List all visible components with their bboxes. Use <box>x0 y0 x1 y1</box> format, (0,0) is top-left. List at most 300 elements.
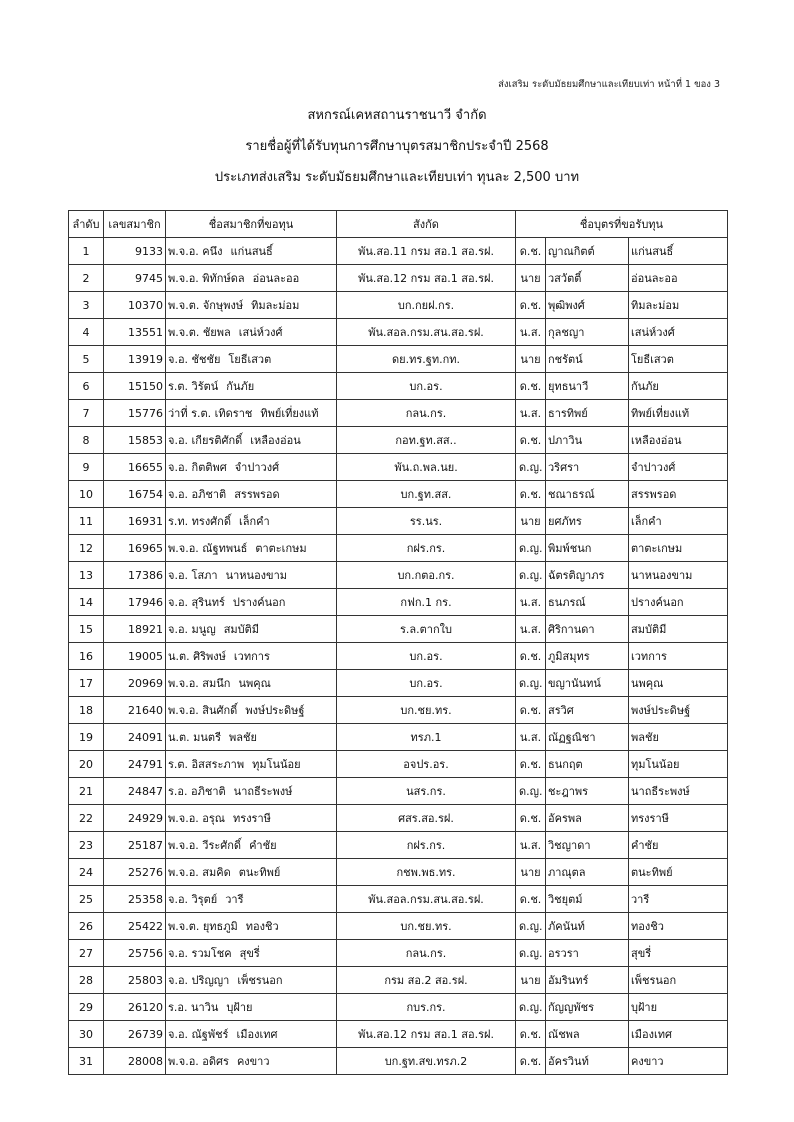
row-no: 1 <box>69 238 104 265</box>
child-last-name: แก่นสนธิ์ <box>629 238 728 265</box>
child-first-name: ณัชพล <box>546 1021 629 1048</box>
member-last-name: พลชัย <box>228 731 257 744</box>
member-name <box>166 373 337 400</box>
member-name <box>166 508 337 535</box>
unit: รร.นร. <box>337 508 516 535</box>
member-name <box>166 967 337 994</box>
child-title: นาย <box>516 967 546 994</box>
unit: กรม สอ.2 สอ.รฝ. <box>337 967 516 994</box>
child-first-name: วิชญาดา <box>546 832 629 859</box>
member-rank: น.ต. <box>168 650 190 663</box>
member-id: 15853 <box>104 427 166 454</box>
member-name <box>166 697 337 724</box>
table-row <box>69 400 728 427</box>
member-name <box>166 724 337 751</box>
member-rank: ร.อ. <box>168 785 188 798</box>
member-rank: จ.อ. <box>168 596 189 609</box>
member-last-name: เวทการ <box>233 650 270 663</box>
member-first-name: วิรัตน์ <box>191 380 219 393</box>
child-last-name: ทุมโนน้อย <box>629 751 728 778</box>
member-name <box>166 913 337 940</box>
row-no: 6 <box>69 373 104 400</box>
member-last-name: คงขาว <box>236 1055 270 1068</box>
row-no: 24 <box>69 859 104 886</box>
unit: กลน.กร. <box>337 400 516 427</box>
child-last-name: อ่อนละออ <box>629 265 728 292</box>
child-last-name: ทิพย์เที่ยงแท้ <box>629 400 728 427</box>
row-no: 21 <box>69 778 104 805</box>
table-row <box>69 913 728 940</box>
member-last-name: พงษ์ประดิษฐ์ <box>245 704 305 717</box>
member-name <box>166 562 337 589</box>
member-name <box>166 643 337 670</box>
member-first-name: มนตรี <box>193 731 221 744</box>
member-name <box>166 1021 337 1048</box>
row-no: 22 <box>69 805 104 832</box>
table-header-row <box>69 211 728 238</box>
member-id: 17946 <box>104 589 166 616</box>
row-no: 27 <box>69 940 104 967</box>
member-first-name: วีระศักดิ์ <box>202 839 242 852</box>
child-title: น.ส. <box>516 616 546 643</box>
member-name <box>166 238 337 265</box>
child-first-name: ญาณกิตต์ <box>546 238 629 265</box>
child-first-name: ยุทธนาวี <box>546 373 629 400</box>
member-id: 24091 <box>104 724 166 751</box>
member-name <box>166 751 337 778</box>
child-last-name: ตนะทิพย์ <box>629 859 728 886</box>
row-no: 25 <box>69 886 104 913</box>
header-member-name: ชื่อสมาชิกที่ขอทุน <box>166 211 337 238</box>
child-first-name: ชณาธรณ์ <box>546 481 629 508</box>
member-name <box>166 994 337 1021</box>
unit: นสร.กร. <box>337 778 516 805</box>
member-rank: จ.อ. <box>168 488 189 501</box>
member-id: 25756 <box>104 940 166 967</box>
child-first-name: วิชยุตม์ <box>546 886 629 913</box>
member-id: 9745 <box>104 265 166 292</box>
category-title: ประเภทส่งเสริม ระดับมัธยมศึกษาและเทียบเท่า ทุนละ 2,500 บาท <box>214 170 580 185</box>
table-row <box>69 535 728 562</box>
member-rank: จ.อ. <box>168 461 189 474</box>
member-id: 16655 <box>104 454 166 481</box>
child-first-name: อัครวินท์ <box>546 1048 629 1075</box>
member-rank: จ.อ. <box>168 893 189 906</box>
child-first-name: กัญญพัชร <box>546 994 629 1021</box>
child-first-name: อัครพล <box>546 805 629 832</box>
child-last-name: เสน่ห์วงศ์ <box>629 319 728 346</box>
child-title: ด.ญ. <box>516 940 546 967</box>
table-row <box>69 643 728 670</box>
member-id: 21640 <box>104 697 166 724</box>
member-rank: พ.จ.ต. <box>168 920 200 933</box>
member-id: 15150 <box>104 373 166 400</box>
child-last-name: สุขรี่ <box>629 940 728 967</box>
member-last-name: แก่นสนธิ์ <box>230 245 273 258</box>
member-last-name: ทรงราษี <box>233 812 271 825</box>
member-name <box>166 940 337 967</box>
table-body <box>69 238 728 1075</box>
member-last-name: ทิพย์เที่ยงแท้ <box>260 407 319 420</box>
table-row <box>69 805 728 832</box>
row-no: 12 <box>69 535 104 562</box>
row-no: 13 <box>69 562 104 589</box>
member-last-name: วารี <box>225 893 244 906</box>
member-name <box>166 670 337 697</box>
child-first-name: วสวัตติ์ <box>546 265 629 292</box>
table-row <box>69 778 728 805</box>
unit: พัน.สอล.กรม.สน.สอ.รฝ. <box>337 886 516 913</box>
scholarship-table <box>68 210 728 1075</box>
child-title: ด.ช. <box>516 805 546 832</box>
member-name <box>166 292 337 319</box>
member-last-name: นาถธีระพงษ์ <box>233 785 293 798</box>
row-no: 31 <box>69 1048 104 1075</box>
member-rank: จ.อ. <box>168 947 189 960</box>
member-rank: จ.อ. <box>168 623 189 636</box>
member-last-name: เหลืองอ่อน <box>250 434 301 447</box>
child-last-name: ตาตะเกษม <box>629 535 728 562</box>
child-title: ด.ช. <box>516 751 546 778</box>
child-first-name: ภาณุตล <box>546 859 629 886</box>
child-first-name: ภูมิสมุทร <box>546 643 629 670</box>
child-last-name: เหลืองอ่อน <box>629 427 728 454</box>
child-last-name: สมบัติมี <box>629 616 728 643</box>
member-name <box>166 778 337 805</box>
child-last-name: พงษ์ประดิษฐ์ <box>629 697 728 724</box>
member-first-name: ยุทธภูมิ <box>202 920 238 933</box>
unit: กลน.กร. <box>337 940 516 967</box>
member-first-name: สุรินทร์ <box>191 596 225 609</box>
unit: ดย.ทร.ฐท.กท. <box>337 346 516 373</box>
table-row <box>69 562 728 589</box>
row-no: 18 <box>69 697 104 724</box>
member-last-name: สมบัติมี <box>223 623 260 636</box>
page-header: ส่งเสริม ระดับมัธยมศึกษาและเทียบเท่า หน้าที่ 1 ของ 3 <box>498 79 720 90</box>
member-rank: ร.ท. <box>168 515 189 528</box>
child-first-name: ขญานันทน์ <box>546 670 629 697</box>
member-rank: น.ต. <box>168 731 190 744</box>
member-id: 16965 <box>104 535 166 562</box>
child-title: ด.ญ. <box>516 562 546 589</box>
member-last-name: เล็กคำ <box>238 515 270 528</box>
member-id: 25358 <box>104 886 166 913</box>
child-title: น.ส. <box>516 400 546 427</box>
child-title: ด.ช. <box>516 238 546 265</box>
unit: ศสร.สอ.รฝ. <box>337 805 516 832</box>
member-name <box>166 805 337 832</box>
member-name <box>166 427 337 454</box>
child-title: ด.ช. <box>516 886 546 913</box>
child-title: ด.ช. <box>516 481 546 508</box>
child-first-name: อัมรินทร์ <box>546 967 629 994</box>
member-first-name: ณัฐทพนธ์ <box>202 542 248 555</box>
row-no: 14 <box>69 589 104 616</box>
member-rank: พ.จ.อ. <box>168 245 199 258</box>
member-id: 24791 <box>104 751 166 778</box>
child-title: นาย <box>516 508 546 535</box>
header-unit: สังกัด <box>337 211 516 238</box>
unit: กชพ.พธ.ทร. <box>337 859 516 886</box>
table-row <box>69 994 728 1021</box>
member-rank: ร.ต. <box>168 380 189 393</box>
row-no: 23 <box>69 832 104 859</box>
member-first-name: เทิดราช <box>214 407 253 420</box>
row-no: 17 <box>69 670 104 697</box>
member-rank: ว่าที่ ร.ต. <box>168 407 212 420</box>
child-first-name: พุฒิพงศ์ <box>546 292 629 319</box>
table-row <box>69 1048 728 1075</box>
row-no: 9 <box>69 454 104 481</box>
unit: บก.อร. <box>337 670 516 697</box>
member-rank: พ.จ.อ. <box>168 839 199 852</box>
member-rank: จ.อ. <box>168 434 189 447</box>
row-no: 11 <box>69 508 104 535</box>
member-last-name: จำปาวงศ์ <box>234 461 280 474</box>
member-id: 24847 <box>104 778 166 805</box>
unit: กบร.กร. <box>337 994 516 1021</box>
member-rank: พ.จ.อ. <box>168 272 199 285</box>
unit: บก.กตอ.กร. <box>337 562 516 589</box>
member-rank: พ.จ.อ. <box>168 866 199 879</box>
unit: บก.ชย.ทร. <box>337 697 516 724</box>
member-id: 18921 <box>104 616 166 643</box>
child-last-name: จำปาวงศ์ <box>629 454 728 481</box>
member-last-name: เมืองเทศ <box>236 1028 278 1041</box>
unit: ร.ล.ตากใบ <box>337 616 516 643</box>
child-last-name: เมืองเทศ <box>629 1021 728 1048</box>
unit: บก.อร. <box>337 373 516 400</box>
table-row <box>69 886 728 913</box>
member-rank: พ.จ.อ. <box>168 704 199 717</box>
child-title: ด.ญ. <box>516 454 546 481</box>
child-first-name: ณัฏฐณิชา <box>546 724 629 751</box>
row-no: 3 <box>69 292 104 319</box>
row-no: 2 <box>69 265 104 292</box>
member-rank: จ.อ. <box>168 569 189 582</box>
member-first-name: ปริญญา <box>191 974 230 987</box>
unit: พัน.สอ.12 กรม สอ.1 สอ.รฝ. <box>337 1021 516 1048</box>
child-first-name: ภัคนันท์ <box>546 913 629 940</box>
child-last-name: นาหนองขาม <box>629 562 728 589</box>
child-first-name: ปภาวิน <box>546 427 629 454</box>
unit: กฝร.กร. <box>337 535 516 562</box>
child-title: ด.ญ. <box>516 778 546 805</box>
row-no: 20 <box>69 751 104 778</box>
member-id: 16931 <box>104 508 166 535</box>
row-no: 10 <box>69 481 104 508</box>
child-first-name: ชะฎาพร <box>546 778 629 805</box>
member-last-name: ทุมโนน้อย <box>252 758 301 771</box>
child-title: ด.ญ. <box>516 994 546 1021</box>
member-first-name: วิรุตย์ <box>191 893 218 906</box>
member-first-name: อดิศร <box>202 1055 229 1068</box>
member-rank: พ.จ.อ. <box>168 1055 199 1068</box>
member-id: 19005 <box>104 643 166 670</box>
unit: บก.อร. <box>337 643 516 670</box>
child-title: ด.ช. <box>516 1021 546 1048</box>
member-last-name: สรรพรอด <box>234 488 280 501</box>
child-last-name: ทองชิว <box>629 913 728 940</box>
unit: บก.กยฝ.กร. <box>337 292 516 319</box>
member-id: 25276 <box>104 859 166 886</box>
member-id: 20969 <box>104 670 166 697</box>
table-row <box>69 292 728 319</box>
table-row <box>69 319 728 346</box>
member-id: 9133 <box>104 238 166 265</box>
member-first-name: ชัชชัย <box>191 353 221 366</box>
list-title: รายชื่อผู้ที่ได้รับทุนการศึกษาบุตรสมาชิกประจำปี 2568 <box>245 139 549 154</box>
member-first-name: สมนึก <box>202 677 231 690</box>
unit: บก.ชย.ทร. <box>337 913 516 940</box>
member-rank: พ.จ.ต. <box>168 326 200 339</box>
child-title: น.ส. <box>516 589 546 616</box>
child-first-name: อรวรา <box>546 940 629 967</box>
member-last-name: กันภัย <box>226 380 255 393</box>
member-rank: พ.จ.อ. <box>168 812 199 825</box>
table-row <box>69 940 728 967</box>
child-title: ด.ช. <box>516 292 546 319</box>
child-last-name: ทรงราษี <box>629 805 728 832</box>
member-first-name: จักษุพงษ์ <box>202 299 244 312</box>
unit: กฝร.กร. <box>337 832 516 859</box>
member-rank: จ.อ. <box>168 1028 189 1041</box>
child-first-name: กุลชญา <box>546 319 629 346</box>
unit: บก.ฐท.สข.ทรภ.2 <box>337 1048 516 1075</box>
child-last-name: ทิมละม่อม <box>629 292 728 319</box>
child-first-name: ยศภัทร <box>546 508 629 535</box>
member-name <box>166 886 337 913</box>
row-no: 26 <box>69 913 104 940</box>
member-last-name: นาหนองขาม <box>225 569 288 582</box>
member-rank: ร.อ. <box>168 1001 188 1014</box>
child-title: นาย <box>516 859 546 886</box>
child-title: ด.ญ. <box>516 913 546 940</box>
member-first-name: ทรงศักดิ์ <box>191 515 231 528</box>
child-title: ด.ช. <box>516 697 546 724</box>
member-id: 28008 <box>104 1048 166 1075</box>
member-name <box>166 859 337 886</box>
table-row <box>69 373 728 400</box>
member-name <box>166 319 337 346</box>
member-last-name: ทิมละม่อม <box>251 299 300 312</box>
child-last-name: โยธีเสวต <box>629 346 728 373</box>
child-last-name: ปรางค์นอก <box>629 589 728 616</box>
child-last-name: พลชัย <box>629 724 728 751</box>
member-id: 15776 <box>104 400 166 427</box>
member-last-name: อ่อนละออ <box>252 272 300 285</box>
unit: พัน.สอ.11 กรม สอ.1 สอ.รฝ. <box>337 238 516 265</box>
table-row <box>69 724 728 751</box>
child-title: น.ส. <box>516 319 546 346</box>
table-row <box>69 265 728 292</box>
member-last-name: สุขรี่ <box>239 947 260 960</box>
member-first-name: มนูญ <box>191 623 216 636</box>
table-row <box>69 967 728 994</box>
child-title: นาย <box>516 346 546 373</box>
unit: กฟก.1 กร. <box>337 589 516 616</box>
member-first-name: โสภา <box>191 569 218 582</box>
row-no: 19 <box>69 724 104 751</box>
member-last-name: บุฝ้าย <box>226 1001 253 1014</box>
member-id: 25187 <box>104 832 166 859</box>
member-name <box>166 454 337 481</box>
member-name <box>166 265 337 292</box>
child-title: ด.ญ. <box>516 535 546 562</box>
member-rank: จ.อ. <box>168 353 189 366</box>
member-id: 17386 <box>104 562 166 589</box>
header-member-id: เลขสมาชิก <box>104 211 166 238</box>
member-name <box>166 481 337 508</box>
table-row <box>69 751 728 778</box>
member-rank: ร.ต. <box>168 758 189 771</box>
member-name <box>166 616 337 643</box>
member-first-name: อภิชาติ <box>191 785 226 798</box>
member-last-name: ตนะทิพย์ <box>238 866 281 879</box>
child-last-name: คำชัย <box>629 832 728 859</box>
member-rank: พ.จ.ต. <box>168 299 200 312</box>
member-id: 25803 <box>104 967 166 994</box>
table-row <box>69 481 728 508</box>
member-id: 25422 <box>104 913 166 940</box>
member-first-name: ศิริพงษ์ <box>193 650 226 663</box>
member-first-name: นาวิน <box>191 1001 219 1014</box>
table-row <box>69 589 728 616</box>
table-row <box>69 616 728 643</box>
table-row <box>69 859 728 886</box>
table-row <box>69 238 728 265</box>
row-no: 29 <box>69 994 104 1021</box>
row-no: 5 <box>69 346 104 373</box>
member-rank: จ.อ. <box>168 974 189 987</box>
member-last-name: ปรางค์นอก <box>232 596 286 609</box>
child-title: น.ส. <box>516 724 546 751</box>
member-first-name: สมคิด <box>202 866 231 879</box>
row-no: 15 <box>69 616 104 643</box>
child-last-name: นาถธีระพงษ์ <box>629 778 728 805</box>
member-first-name: อรุณ <box>202 812 226 825</box>
member-first-name: สินศักดิ์ <box>202 704 238 717</box>
table-row <box>69 697 728 724</box>
member-name <box>166 535 337 562</box>
table-row <box>69 832 728 859</box>
member-last-name: ทองชิว <box>245 920 279 933</box>
child-first-name: ฉัตรติญาภร <box>546 562 629 589</box>
member-id: 13551 <box>104 319 166 346</box>
member-id: 26120 <box>104 994 166 1021</box>
row-no: 16 <box>69 643 104 670</box>
child-first-name: กชรัตน์ <box>546 346 629 373</box>
unit: อจปร.อร. <box>337 751 516 778</box>
child-title: ด.ญ. <box>516 670 546 697</box>
header-child-name: ชื่อบุตรที่ขอรับทุน <box>516 211 728 238</box>
member-id: 10370 <box>104 292 166 319</box>
member-id: 26739 <box>104 1021 166 1048</box>
member-name <box>166 832 337 859</box>
member-last-name: เพ็ชรนอก <box>237 974 283 987</box>
child-last-name: สรรพรอด <box>629 481 728 508</box>
member-last-name: เสน่ห์วงศ์ <box>238 326 283 339</box>
table-row <box>69 427 728 454</box>
table-row <box>69 346 728 373</box>
child-last-name: เล็กคำ <box>629 508 728 535</box>
child-first-name: สรวิศ <box>546 697 629 724</box>
unit: กอท.ฐท.สส.. <box>337 427 516 454</box>
child-last-name: เพ็ชรนอก <box>629 967 728 994</box>
table-row <box>69 1021 728 1048</box>
member-first-name: อภิชาติ <box>191 488 227 501</box>
child-last-name: บุฝ้าย <box>629 994 728 1021</box>
